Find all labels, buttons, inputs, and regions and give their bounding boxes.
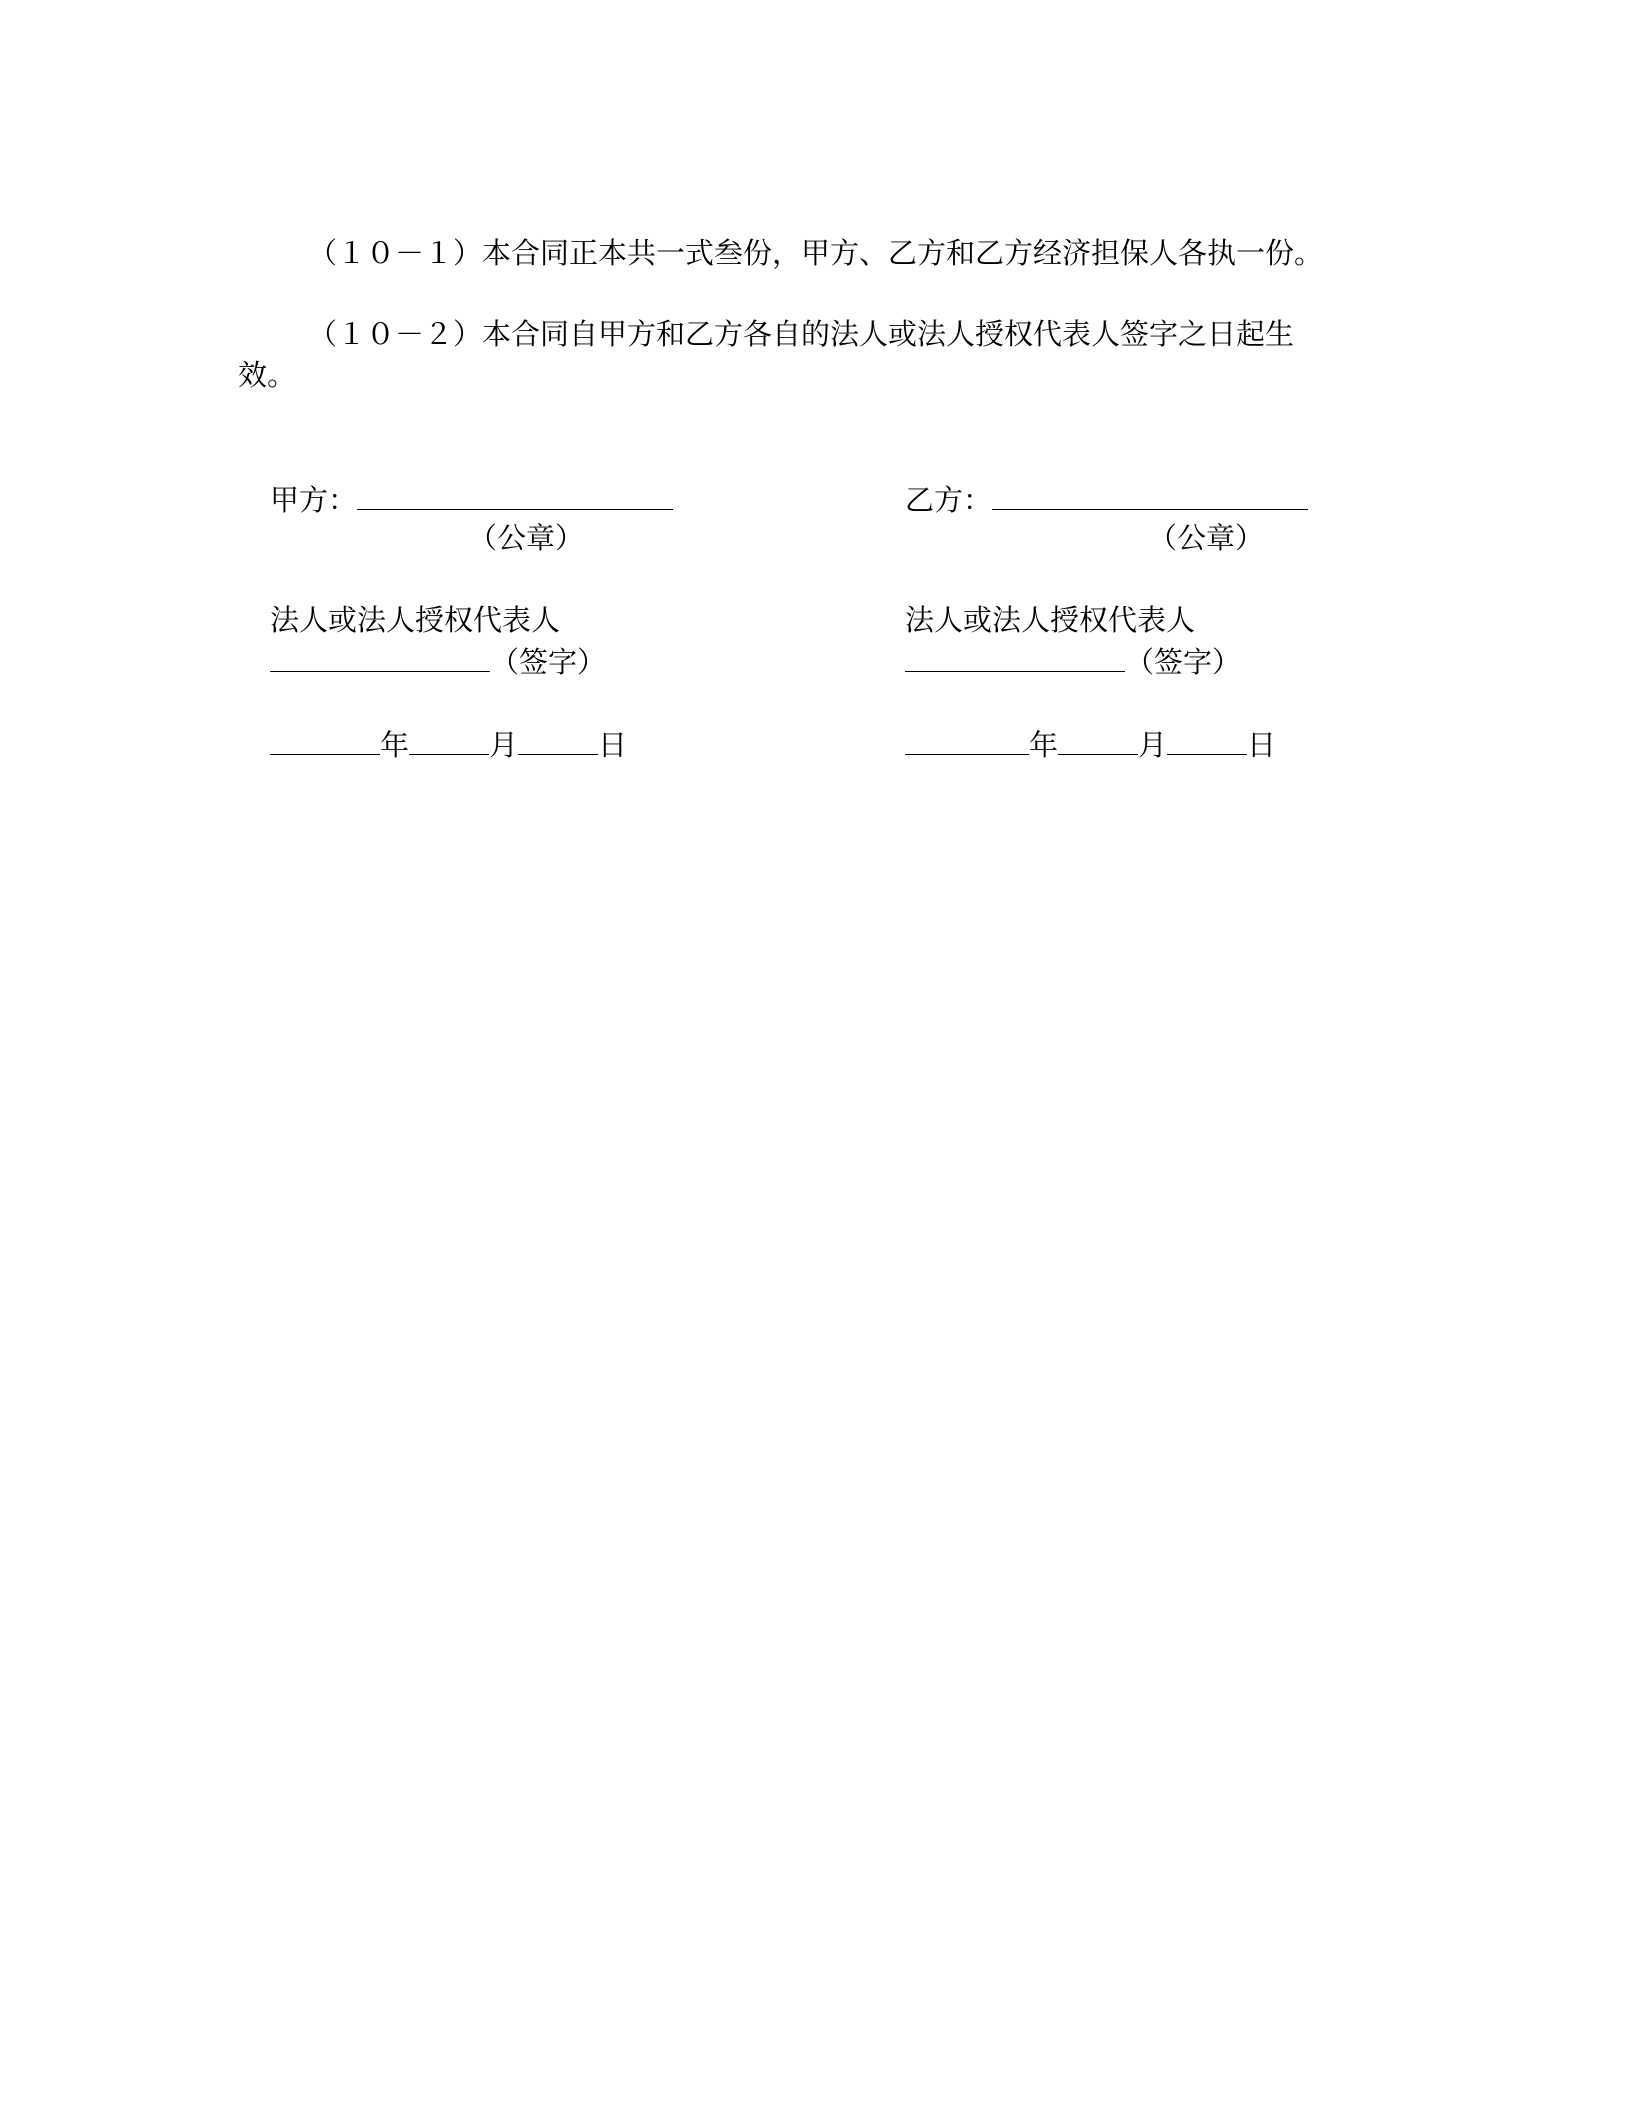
party-a-year-blank bbox=[270, 728, 380, 755]
party-a-date-row bbox=[270, 725, 627, 765]
party-a-label: 甲方： bbox=[270, 483, 358, 517]
party-b-seal: （公章） bbox=[1148, 521, 1265, 555]
party-b-rep-label: 法人或法人授权代表人 bbox=[905, 603, 1196, 637]
party-b-day-blank bbox=[1167, 728, 1247, 755]
party-b-name-row bbox=[905, 480, 1308, 520]
party-a-sign-blank bbox=[270, 645, 490, 672]
party-a-day-blank bbox=[518, 728, 598, 755]
party-b-name-blank bbox=[992, 483, 1308, 510]
party-a-name-row bbox=[270, 480, 673, 520]
party-b-sign-blank bbox=[905, 645, 1125, 672]
party-b-sign-row bbox=[905, 642, 1241, 682]
party-b-sign-note: （签字） bbox=[1125, 645, 1242, 679]
party-a-name-blank bbox=[357, 483, 673, 510]
party-a-seal: （公章） bbox=[468, 521, 585, 555]
party-a-sign-row bbox=[270, 642, 606, 682]
party-b-label: 乙方： bbox=[905, 483, 993, 517]
clause-10-2-line-1: （１０－２）本合同自甲方和乙方各自的法人或法人授权代表人签字之日起生 bbox=[308, 317, 1295, 351]
party-b-month-blank bbox=[1058, 728, 1138, 755]
party-a-rep-label: 法人或法人授权代表人 bbox=[270, 603, 561, 637]
party-b-year-blank bbox=[905, 728, 1029, 755]
party-b-date-row bbox=[905, 725, 1276, 765]
clause-10-1: （１０－１）本合同正本共一式叁份，甲方、乙方和乙方经济担保人各执一份。 bbox=[308, 236, 1324, 270]
party-b-day-label: 日 bbox=[1247, 728, 1277, 762]
party-b-year-label: 年 bbox=[1029, 728, 1059, 762]
party-a-month-blank bbox=[409, 728, 489, 755]
clause-10-2-line-2: 效。 bbox=[238, 358, 297, 392]
party-a-day-label: 日 bbox=[598, 728, 628, 762]
party-b-month-label: 月 bbox=[1138, 728, 1168, 762]
party-a-year-label: 年 bbox=[380, 728, 410, 762]
party-a-sign-note: （签字） bbox=[490, 645, 607, 679]
party-a-month-label: 月 bbox=[489, 728, 519, 762]
